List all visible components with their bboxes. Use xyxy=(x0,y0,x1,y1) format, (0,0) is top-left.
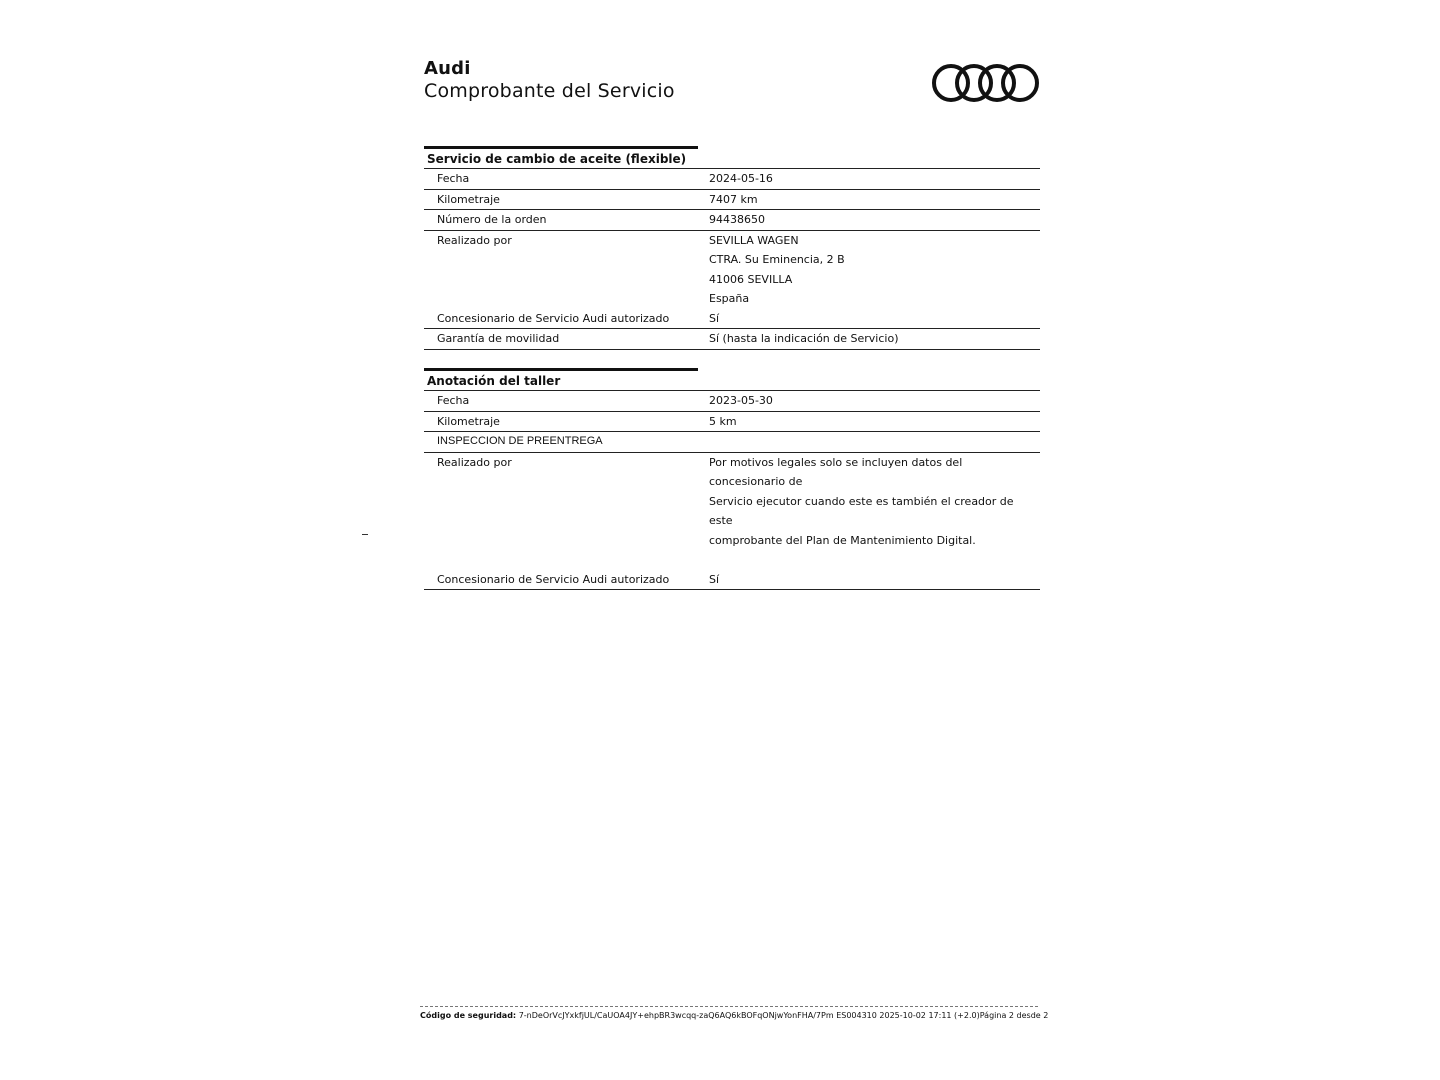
table-row xyxy=(424,209,1040,230)
kilometraje-value: 5 km xyxy=(709,414,737,428)
timestamp: 2025-10-02 17:11 (+2.0) xyxy=(879,1011,980,1020)
legal-note-line: Servicio ejecutor cuando este es también el creador de este xyxy=(709,494,1014,527)
security-info xyxy=(420,1011,980,1020)
orden-value: 94438650 xyxy=(709,213,765,226)
dealer-country: España xyxy=(709,292,750,305)
legal-note-line: comprobante del Plan de Mantenimiento Digital. xyxy=(709,533,976,547)
fecha-label: Fecha xyxy=(437,394,470,407)
kilometraje-label: Kilometraje xyxy=(437,192,500,206)
spacer xyxy=(709,550,1040,570)
dealer-street: CTRA. Su Eminencia, 2 B xyxy=(709,253,845,266)
garantia-value: Sí (hasta la indicación de Servicio) xyxy=(709,332,899,345)
document-title: Comprobante del Servicio xyxy=(424,80,675,102)
realizado-label: Realizado por xyxy=(437,233,512,247)
concesionario-value: Sí xyxy=(709,311,720,325)
section-title: Anotación del taller xyxy=(424,368,698,390)
brand-name: Audi xyxy=(424,58,471,79)
page-number: Página 2 desde 2 xyxy=(979,1011,1049,1020)
table-row xyxy=(424,452,1040,570)
table-row xyxy=(424,189,1040,210)
legal-note xyxy=(695,453,1040,570)
fecha-value: 2024-05-16 xyxy=(709,172,773,185)
table-row xyxy=(424,570,1040,591)
workshop-note-table xyxy=(424,390,1040,590)
table-row xyxy=(424,230,1040,309)
table-row xyxy=(424,390,1040,411)
kilometraje-value: 7407 km xyxy=(709,192,758,206)
concesionario-value: Sí xyxy=(709,572,720,586)
table-row xyxy=(424,168,1040,189)
oil-service-section xyxy=(424,146,1040,350)
oil-service-table xyxy=(424,168,1040,350)
footer-divider xyxy=(420,1006,1038,1007)
concesionario-label: Concesionario de Servicio Audi autorizado xyxy=(437,572,670,586)
dealer-name: SEVILLA WAGEN xyxy=(709,233,799,247)
footer xyxy=(420,1011,1049,1020)
dealer-city: 41006 SEVILLA xyxy=(709,272,793,286)
section-title: Servicio de cambio de aceite (flexible) xyxy=(424,146,698,168)
garantia-label: Garantía de movilidad xyxy=(437,332,560,345)
workshop-note-section xyxy=(424,368,1040,590)
kilometraje-label: Kilometraje xyxy=(437,414,500,428)
inspection-type: INSPECCION DE PREENTREGA xyxy=(437,435,603,447)
orden-label: Número de la orden xyxy=(437,213,547,226)
scan-mark xyxy=(362,534,368,535)
security-label: Código de seguridad: xyxy=(420,1011,517,1020)
document-id: ES004310 xyxy=(836,1011,877,1020)
realizado-label: Realizado por xyxy=(437,455,512,469)
legal-note-line: Por motivos legales solo se incluyen datos del concesionario de xyxy=(709,455,963,488)
fecha-label: Fecha xyxy=(437,172,470,185)
table-row xyxy=(424,309,1040,329)
fecha-value: 2023-05-30 xyxy=(709,394,773,407)
table-row xyxy=(424,431,1040,452)
dealer-address xyxy=(695,231,1040,309)
audi-rings-icon xyxy=(930,62,1042,104)
table-row xyxy=(424,411,1040,432)
security-code: 7-nDeOrVcJYxkfjUL/CaUOA4JY+ehpBR3wcqq-zaQ6AQ6kBOFqONjwYonFHA/7Pm xyxy=(518,1011,834,1020)
concesionario-label: Concesionario de Servicio Audi autorizado xyxy=(437,311,670,325)
table-row xyxy=(424,328,1040,350)
